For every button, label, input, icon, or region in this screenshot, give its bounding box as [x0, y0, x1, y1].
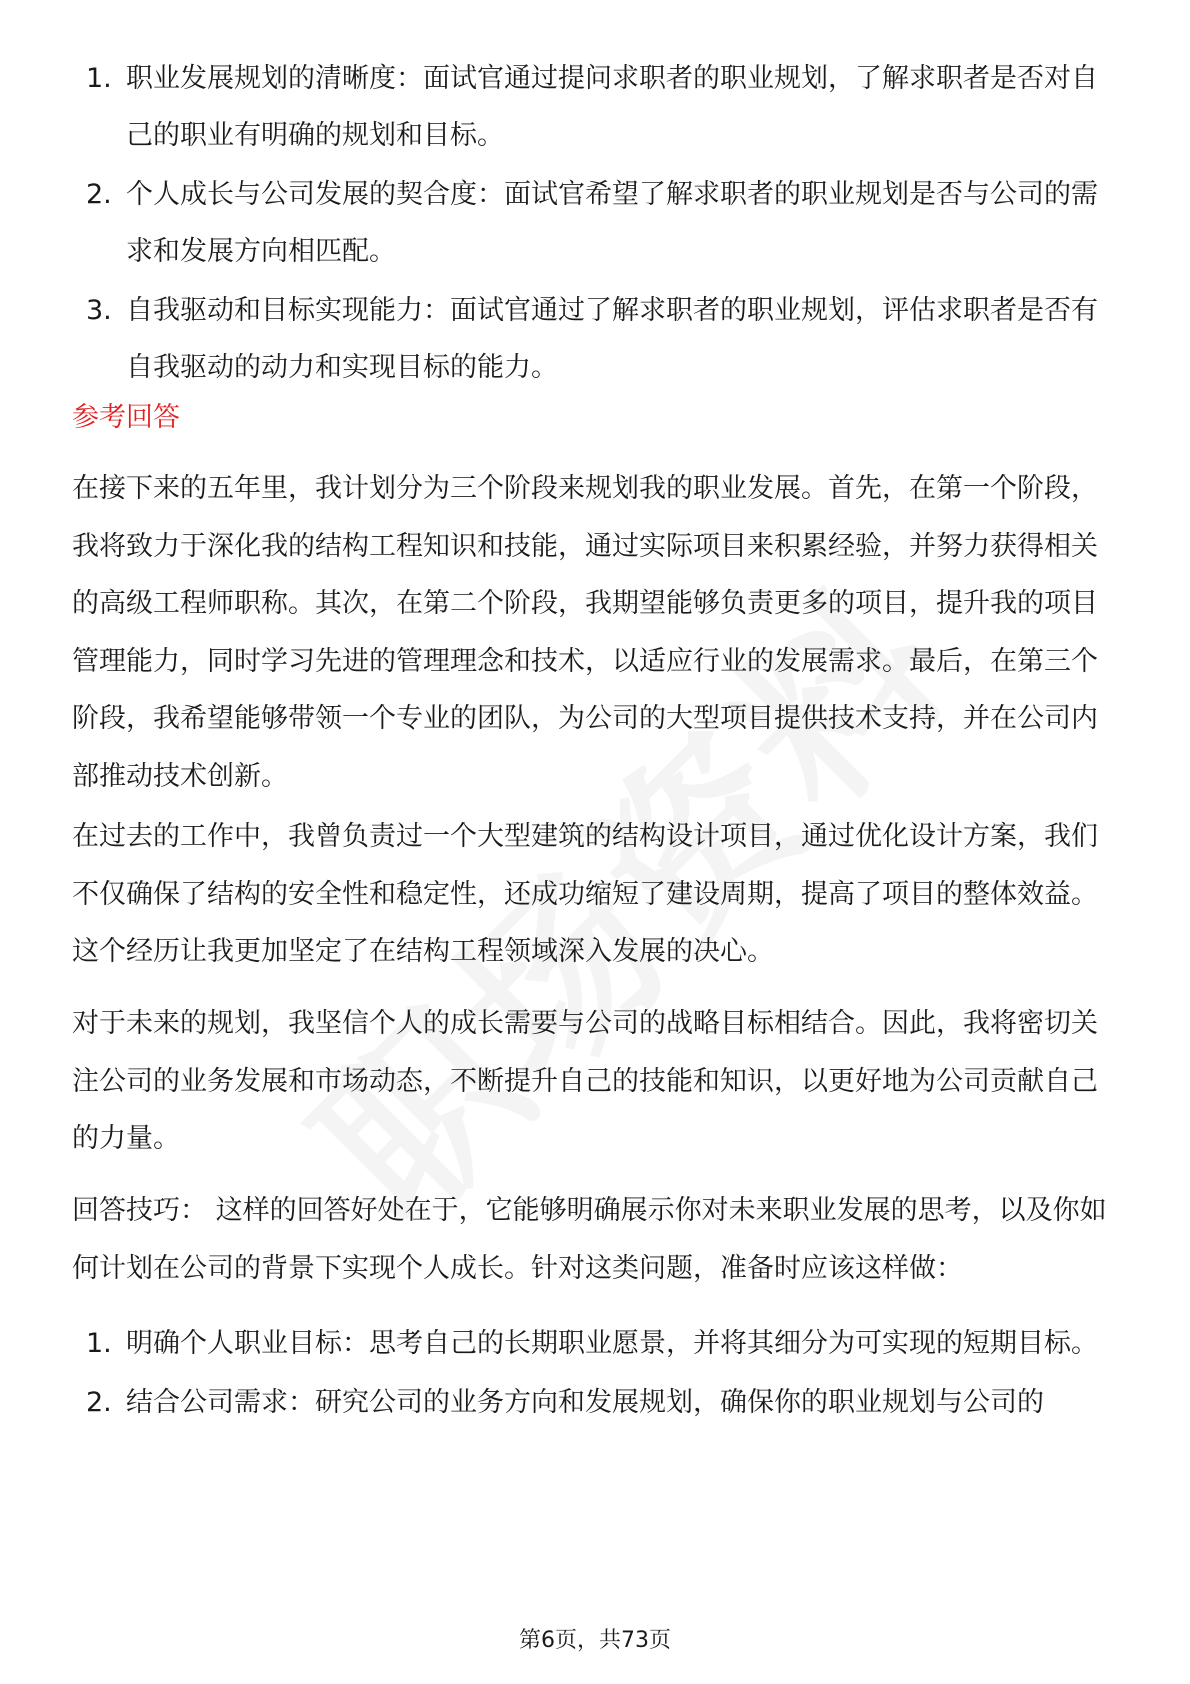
list-number: 1.	[86, 1328, 112, 1359]
criteria-list	[72, 50, 1122, 398]
page-footer: 第6页，共73页	[519, 1628, 671, 1653]
list-item	[72, 1374, 1122, 1431]
list-text: 自我驱动和目标实现能力：面试官通过了解求职者的职业规划，评估求职者是否有自我驱动的动力和实现目标的能力。	[126, 295, 1098, 383]
list-number: 2.	[86, 1387, 112, 1418]
list-item	[72, 1315, 1122, 1372]
list-number: 3.	[86, 295, 112, 326]
list-item	[72, 50, 1122, 164]
list-number: 1.	[86, 63, 112, 94]
tips-list	[72, 1315, 1122, 1433]
list-text: 结合公司需求：研究公司的业务方向和发展规划，确保你的职业规划与公司的	[126, 1387, 1044, 1418]
reference-answer-heading: 参考回答	[72, 402, 180, 433]
list-item	[72, 282, 1122, 396]
answer-paragraph-2: 在过去的工作中，我曾负责过一个大型建筑的结构设计项目，通过优化设计方案，我们不仅确保了结构的安全性和稳定性，还成功缩短了建设周期，提高了项目的整体效益。这个经历让我更加坚定了在结构工程领域深入发展的决心。	[72, 821, 1098, 967]
list-text: 职业发展规划的清晰度：面试官通过提问求职者的职业规划，了解求职者是否对自己的职业有明确的规划和目标。	[126, 63, 1098, 151]
tips-intro-paragraph: 回答技巧： 这样的回答好处在于，它能够明确展示你对未来职业发展的思考，以及你如何计划在公司的背景下实现个人成长。针对这类问题，准备时应该这样做：	[72, 1195, 1107, 1284]
answer-paragraph-3: 对于未来的规划，我坚信个人的成长需要与公司的战略目标相结合。因此，我将密切关注公司的业务发展和市场动态，不断提升自己的技能和知识，以更好地为公司贡献自己的力量。	[72, 1008, 1098, 1154]
list-number: 2.	[86, 179, 112, 210]
answer-paragraph-1: 在接下来的五年里，我计划分为三个阶段来规划我的职业发展。首先，在第一个阶段，我将致力于深化我的结构工程知识和技能，通过实际项目来积累经验，并努力获得相关的高级工程师职称。其次，在第二个阶段，我期望能够负责更多的项目，提升我的项目管理能力，同时学习先进的管理理念和技术，以适应行业的发展需求。最后，在第三个阶段，我希望能够带领一个专业的团队，为公司的大型项目提供技术支持，并在公司内部推动技术创新。	[72, 473, 1098, 792]
list-item	[72, 166, 1122, 280]
list-text: 明确个人职业目标：思考自己的长期职业愿景，并将其细分为可实现的短期目标。	[126, 1328, 1098, 1359]
list-text: 个人成长与公司发展的契合度：面试官希望了解求职者的职业规划是否与公司的需求和发展方向相匹配。	[126, 179, 1098, 267]
